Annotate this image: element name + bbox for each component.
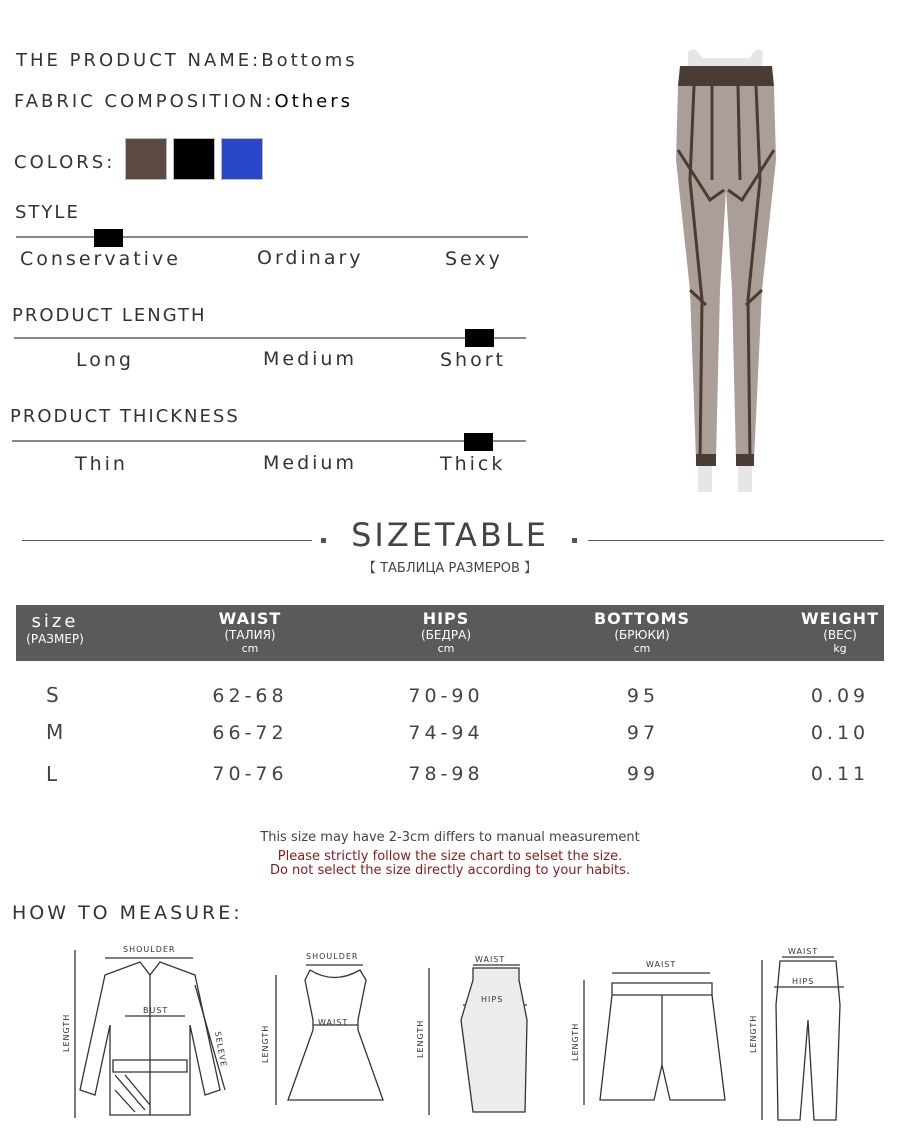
thickness-label-medium: Medium <box>263 452 357 474</box>
style-label-sexy: Sexy <box>445 248 503 270</box>
dress-shoulder-label: SHOULDER <box>306 952 359 961</box>
header-bottoms-sub: (БРЮКИ) <box>614 628 670 642</box>
dress-diagram <box>258 945 393 1120</box>
color-swatch-blue[interactable] <box>221 138 263 180</box>
sizetable-dot-right <box>572 538 577 543</box>
note-measurement: This size may have 2-3cm differs to manual measurement <box>260 830 640 845</box>
how-to-measure-title: HOW TO MEASURE: <box>12 902 243 924</box>
row-l-size: L <box>46 762 58 786</box>
row-m-weight: 0.10 <box>810 722 870 744</box>
header-waist <box>190 609 310 655</box>
length-label-long: Long <box>76 349 134 371</box>
header-hips-sub: (БЕДРА) <box>421 628 471 642</box>
pants-hips-label: HIPS <box>792 977 815 986</box>
jacket-shoulder-label: SHOULDER <box>123 945 176 954</box>
row-l-hips: 78-98 <box>408 763 484 785</box>
product-name-value: Bottoms <box>261 50 358 71</box>
skirt-length-label: LENGTH <box>416 1019 425 1058</box>
pants-waist-label: WAIST <box>788 947 819 956</box>
header-hips <box>386 609 506 655</box>
waistband <box>678 66 774 86</box>
header-bottoms-unit: cm <box>633 642 651 655</box>
product-name-row <box>16 50 358 71</box>
dress-waist-label: WAIST <box>318 1018 349 1027</box>
header-hips-unit: cm <box>437 642 455 655</box>
mannequin-right-foot <box>738 466 752 492</box>
style-label-conservative: Conservative <box>20 248 181 270</box>
row-l-bottoms: 99 <box>626 763 660 785</box>
header-weight-sub: (ВЕС) <box>823 628 857 642</box>
fabric-label: FABRIC COMPOSITION: <box>14 91 275 112</box>
thickness-scale-line <box>12 440 526 442</box>
color-swatch-brown[interactable] <box>125 138 167 180</box>
jacket-bust-label: BUST <box>143 1006 169 1015</box>
product-photo-leggings <box>650 40 800 500</box>
header-bottoms <box>582 609 702 655</box>
header-waist-sub: (ТАЛИЯ) <box>224 628 276 642</box>
length-title: PRODUCT LENGTH <box>12 305 207 326</box>
row-l-waist: 70-76 <box>212 763 288 785</box>
note-habits: Do not select the size directly according to your habits. <box>269 863 631 878</box>
header-size-main: size <box>31 611 79 632</box>
dress-outline <box>288 970 383 1100</box>
color-swatch-black[interactable] <box>173 138 215 180</box>
left-cuff <box>696 454 716 466</box>
pants-diagram <box>748 945 858 1125</box>
sizetable-subtitle: 【 ТАБЛИЦА РАЗМЕРОВ 】 <box>362 561 538 576</box>
thickness-label-thick: Thick <box>440 453 506 475</box>
row-s-weight: 0.09 <box>810 685 870 707</box>
row-m-hips: 74-94 <box>408 722 484 744</box>
fabric-value: Others <box>274 91 353 112</box>
header-size <box>16 611 94 646</box>
style-label-ordinary: Ordinary <box>257 247 364 269</box>
style-scale-line <box>16 236 528 238</box>
sizetable-dot-left <box>321 538 326 543</box>
jacket-sleeve-label: SELEVE <box>213 1030 229 1068</box>
row-s-waist: 62-68 <box>212 685 288 707</box>
thickness-marker <box>464 433 493 451</box>
sizetable-rule-left <box>22 540 312 541</box>
skirt-diagram <box>415 950 535 1120</box>
fabric-row <box>14 91 353 112</box>
right-cuff <box>736 454 754 466</box>
length-marker <box>465 329 494 347</box>
length-label-medium: Medium <box>263 348 357 370</box>
row-m-bottoms: 97 <box>626 722 660 744</box>
shorts-length-label: LENGTH <box>571 1022 580 1061</box>
style-title: STYLE <box>15 202 80 223</box>
thickness-label-thin: Thin <box>75 453 128 475</box>
header-weight <box>780 609 900 655</box>
skirt-outline <box>461 968 527 1112</box>
row-s-hips: 70-90 <box>408 685 484 707</box>
note-follow-chart: Please strictly follow the size chart to selset the size. <box>277 849 623 864</box>
header-waist-unit: cm <box>241 642 259 655</box>
sizetable-title: SIZETABLE <box>351 516 549 554</box>
thickness-title: PRODUCT THICKNESS <box>10 406 240 427</box>
skirt-waist-label: WAIST <box>475 955 506 964</box>
mannequin-top <box>688 50 763 66</box>
length-label-short: Short <box>440 349 506 371</box>
shorts-diagram <box>570 955 745 1110</box>
header-weight-main: WEIGHT <box>801 609 879 628</box>
header-weight-unit: kg <box>833 642 847 655</box>
header-bottoms-main: BOTTOMS <box>593 609 691 628</box>
product-name-label: THE PRODUCT NAME: <box>16 50 262 71</box>
row-s-bottoms: 95 <box>626 685 660 707</box>
header-hips-main: HIPS <box>422 609 470 628</box>
jacket-diagram <box>55 940 245 1125</box>
style-marker <box>94 229 123 247</box>
dress-length-label: LENGTH <box>261 1024 270 1063</box>
row-m-waist: 66-72 <box>212 722 288 744</box>
row-l-weight: 0.11 <box>810 763 870 785</box>
mannequin-left-foot <box>698 466 712 492</box>
jacket-length-label: LENGTH <box>62 1013 71 1052</box>
header-size-sub: (РАЗМЕР) <box>26 632 84 646</box>
pants-length-label: LENGTH <box>749 1014 758 1053</box>
length-scale-line <box>14 337 526 339</box>
row-s-size: S <box>46 683 59 707</box>
shorts-waist-label: WAIST <box>646 960 677 969</box>
colors-label: COLORS: <box>14 152 116 173</box>
row-m-size: M <box>46 720 64 744</box>
skirt-hips-label: HIPS <box>481 995 504 1004</box>
header-waist-main: WAIST <box>218 609 282 628</box>
sizetable-rule-right <box>588 540 884 541</box>
sizetable-header-bar <box>16 605 884 661</box>
